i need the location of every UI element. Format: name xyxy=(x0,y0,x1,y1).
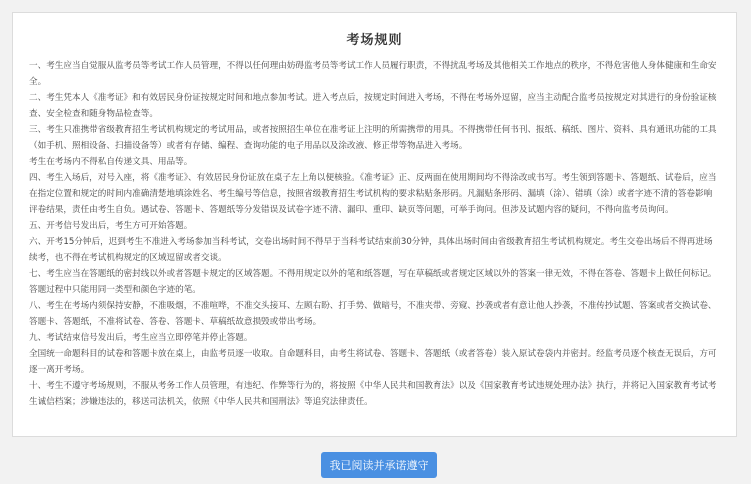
page-title: 考场规则 xyxy=(346,33,403,48)
accept-rules-button[interactable]: 我已阅读并承诺遵守 xyxy=(321,452,437,478)
rule-paragraph: 五、开考信号发出后，考生方可开始答题。 xyxy=(29,221,193,231)
rule-paragraph: 六、开考15分钟后，迟到考生不准进入考场参加当科考试，交卷出场时间不得早于当科考试结束前30分钟，具体出场时间由省级教育招生考试机构规定。考生交卷出场后不得再进场续考，也不得在考试机构规定的区域逗留或者交谈。 xyxy=(29,237,713,263)
rule-paragraph: 三、考生只准携带省级教育招生考试机构规定的考试用品，或者按照招生单位在准考证上注明的所需携带的用具。不得携带任何书刊、报纸、稿纸、图片、资料、具有通讯功能的工具（如手机、照相设备、扫描设备等）或者有存储、编程、查询功能的电子用品以及涂改液、修正带等物品进入考场。 xyxy=(29,125,717,151)
rule-paragraph: 一、考生应当自觉服从监考员等考试工作人员管理，不得以任何理由妨碍监考员等考试工作人员履行职责，不得扰乱考场及其他相关工作地点的秩序，不得危害他人身体健康和生命安全。 xyxy=(29,61,717,87)
rules-panel xyxy=(12,12,737,437)
rule-paragraph: 全国统一命题科目的试卷和答题卡放在桌上，由监考员逐一收取。自命题科目，由考生将试卷、答题卡、答题纸（或者答卷）装入原试卷袋内并密封。经监考员逐个核查无误后，方可逐一离开考场。 xyxy=(29,349,717,375)
rule-paragraph: 四、考生入场后，对号入座，将《准考证》、有效居民身份证放在桌子左上角以便核验。《准考证》正、反两面在使用期间均不得涂改或书写。考生领到答题卡、答题纸、试卷后，应当在指定位置和规定的时间内准确清楚地填涂姓名、考生编号等信息，按照省级教育招生考试机构的要求粘贴条形码。凡漏贴条形码、漏填（涂）、错填（涂）或者字迹不清的答卷影响评卷结果，责任由考生自负。遇试卷、答题卡、答题纸等分发错误及试卷字迹不清、漏印、重印、缺页等问题，可举手询问。但涉及试题内容的疑问，不得向监考员询问。 xyxy=(29,173,717,215)
rule-paragraph: 七、考生应当在答题纸的密封线以外或者答题卡规定的区域答题。不得用规定以外的笔和纸答题，写在草稿纸或者规定区域以外的答案一律无效，不得在答卷、答题卡上做任何标记。答题过程中只能用同一类型和颜色字迹的笔。 xyxy=(29,269,717,295)
rule-paragraph: 九、考试结束信号发出后，考生应当立即停笔并停止答题。 xyxy=(29,333,253,343)
rule-paragraph: 二、考生凭本人《准考证》和有效居民身份证按规定时间和地点参加考试。进入考点后，按规定时间进入考场，不得在考场外逗留，应当主动配合监考员按规定对其进行的身份验证核查、安全检查和随身物品检查等。 xyxy=(29,93,717,119)
rule-paragraph: 十、考生不遵守考场规则，不服从考务工作人员管理，有违纪、作弊等行为的，将按照《中华人民共和国教育法》以及《国家教育考试违规处理办法》执行，并将记入国家教育考试考生诚信档案；涉嫌违法的，移送司法机关，依照《中华人民共和国刑法》等追究法律责任。 xyxy=(29,381,717,407)
rule-paragraph: 考生在考场内不得私自传递文具、用品等。 xyxy=(29,157,193,167)
rule-paragraph: 八、考生在考场内须保持安静，不准吸烟，不准喧哗，不准交头接耳、左顾右盼、打手势、做暗号，不准夹带、旁窥、抄袭或者有意让他人抄袭，不准传抄试题、答案或者交换试卷、答题卡、答题纸，不准将试卷、答卷、答题卡、草稿纸故意损毁或带出考场。 xyxy=(29,301,717,327)
